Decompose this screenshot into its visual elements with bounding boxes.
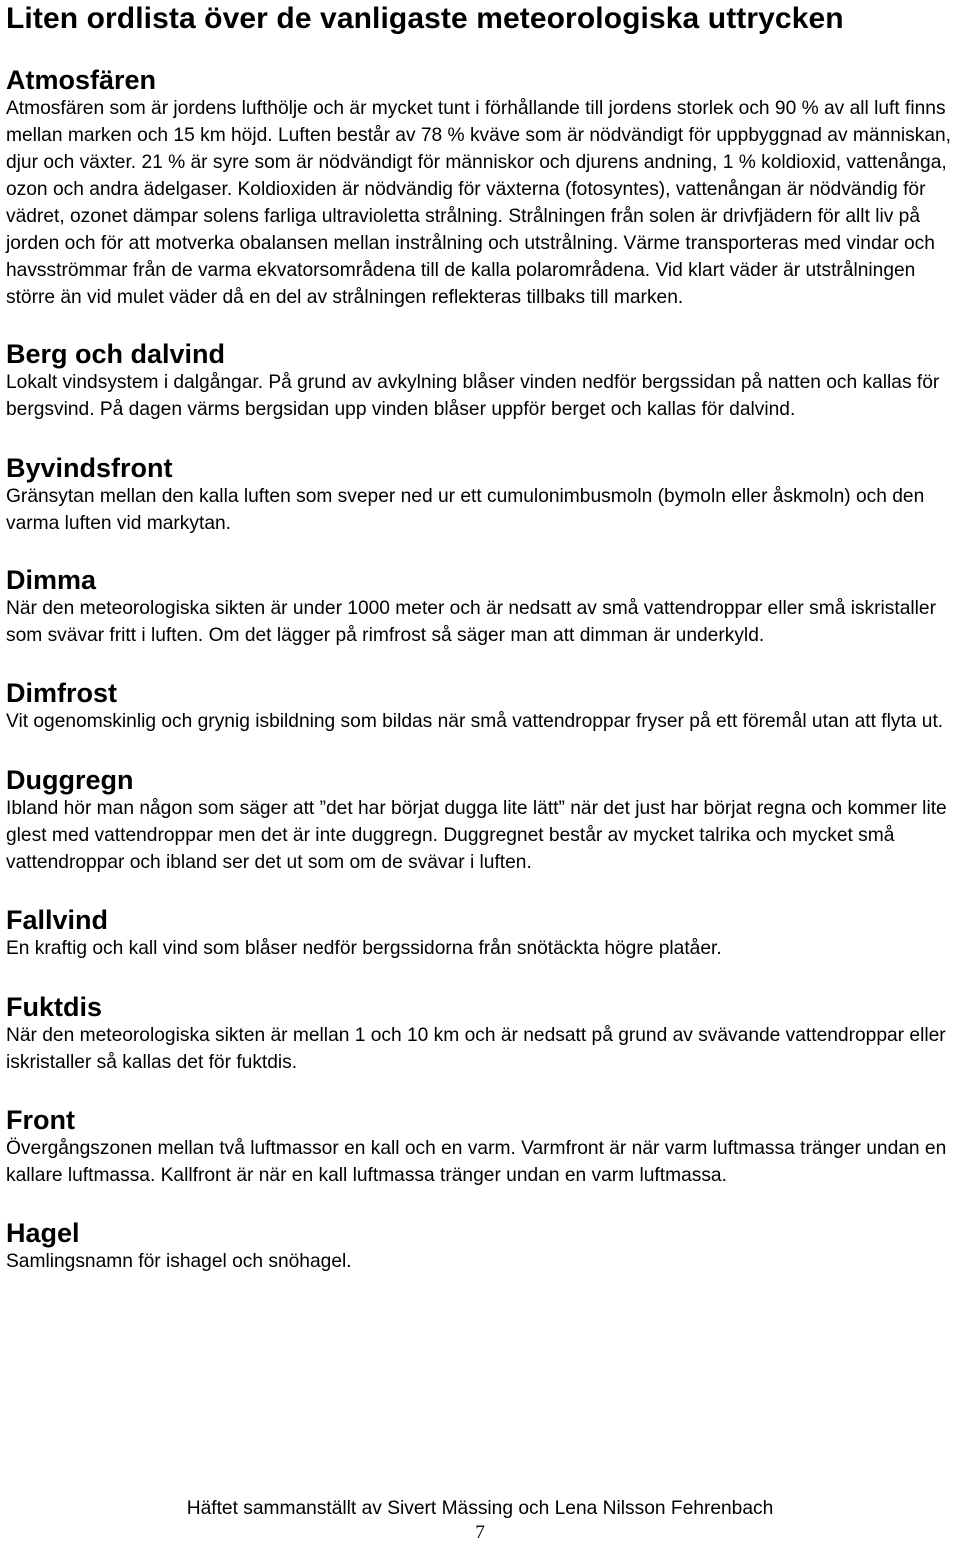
entry-term: Byvindsfront: [6, 453, 173, 483]
page-number: 7: [475, 1522, 485, 1543]
glossary-entry-front: [6, 1105, 956, 1189]
page-title: Liten ordlista över de vanligaste meteorologiska uttrycken: [6, 2, 844, 35]
entry-definition: När den meteorologiska sikten är under 1000 meter och är nedsatt av små vattendroppar eller små iskristaller som svävar fritt i luften. Om det lägger på rimfrost så säger man att dimman är underkyld.: [6, 598, 936, 646]
glossary-entry-fallvind: [6, 905, 956, 962]
entry-definition: När den meteorologiska sikten är mellan 1 och 10 km och är nedsatt på grund av svävande vattendroppar eller iskristaller så kallas det för fuktdis.: [6, 1025, 946, 1073]
entry-definition: Atmosfären som är jordens lufthölje och är mycket tunt i förhållande till jordens storlek och 90 % av all luft finns mellan marken och 15 km höjd. Luften består av 78 % kväve som är nödvändigt för uppbyggnad av människan, djur och växter. 21 % är syre som är nödvändigt för människor och djurens andning, 1 % koldioxid, vattenånga, ozon och andra ädelgaser. Koldioxiden är nödvändig för växterna (fotosyntes), vattenångan är nödvändig för vädret, ozonet dämpar solens farliga ultravioletta strålning. Strålningen från solen är drivfjädern för allt liv på jorden och för att motverka obalansen mellan instrålning och utstrålning. Värme transporteras med vindar och havsströmmar från de varma ekvatorsområdena till de kalla polarområdena. Vid klart väder är utstrålningen större än vid mulet väder då en del av strålningen reflekteras tillbaks till marken.: [6, 98, 951, 308]
entry-term: Hagel: [6, 1218, 80, 1248]
entry-definition: En kraftig och kall vind som blåser nedför bergssidorna från snötäckta högre platåer.: [6, 938, 722, 959]
entry-definition: Samlingsnamn för ishagel och snöhagel.: [6, 1251, 352, 1272]
glossary-page: [6, 0, 956, 1275]
entry-definition: Lokalt vindsystem i dalgångar. På grund av avkylning blåser vinden nedför bergssidan på natten och kallas för bergsvind. På dagen värms bergsidan upp vinden blåser uppför berget och kallas för dalvind.: [6, 372, 940, 420]
entry-term: Atmosfären: [6, 65, 157, 95]
glossary-entry-byvindsfront: [6, 453, 956, 537]
footer-credit: Häftet sammanställt av Sivert Mässing och Lena Nilsson Fehrenbach: [186, 1498, 774, 1519]
entry-term: Dimfrost: [6, 678, 118, 708]
entry-definition: Vit ogenomskinlig och grynig isbildning som bildas när små vattendroppar fryser på ett föremål utan att flyta ut.: [6, 711, 944, 732]
entry-term: Berg och dalvind: [6, 339, 226, 369]
glossary-entry-hagel: [6, 1218, 956, 1275]
glossary-entry-dimma: [6, 565, 956, 649]
entry-definition: Ibland hör man någon som säger att ”det har börjat dugga lite lätt” när det just har börjat regna och kommer lite glest med vattendroppar men det är inte duggregn. Duggregnet består av mycket talrika och mycket små vattendroppar och ibland ser det ut som om de svävar i luften.: [6, 798, 947, 873]
glossary-entry-duggregn: [6, 765, 956, 876]
entry-term: Front: [6, 1105, 75, 1135]
entry-term: Dimma: [6, 565, 97, 595]
entry-term: Fallvind: [6, 905, 109, 935]
glossary-entry-atmosfaren: [6, 65, 956, 311]
entry-definition: Gränsytan mellan den kalla luften som sveper ned ur ett cumulonimbusmoln (bymoln eller åskmoln) och den varma luften vid markytan.: [6, 486, 925, 534]
glossary-entry-berg-och-dalvind: [6, 339, 956, 423]
entry-definition: Övergångszonen mellan två luftmassor en kall och en varm. Varmfront är när varm luftmassa tränger undan en kallare luftmassa. Kallfront är när en kall luftmassa tränger undan en varm luftmassa.: [6, 1138, 947, 1186]
glossary-entry-fuktdis: [6, 992, 956, 1076]
entry-term: Fuktdis: [6, 992, 103, 1022]
entry-term: Duggregn: [6, 765, 134, 795]
glossary-entry-dimfrost: [6, 678, 956, 735]
